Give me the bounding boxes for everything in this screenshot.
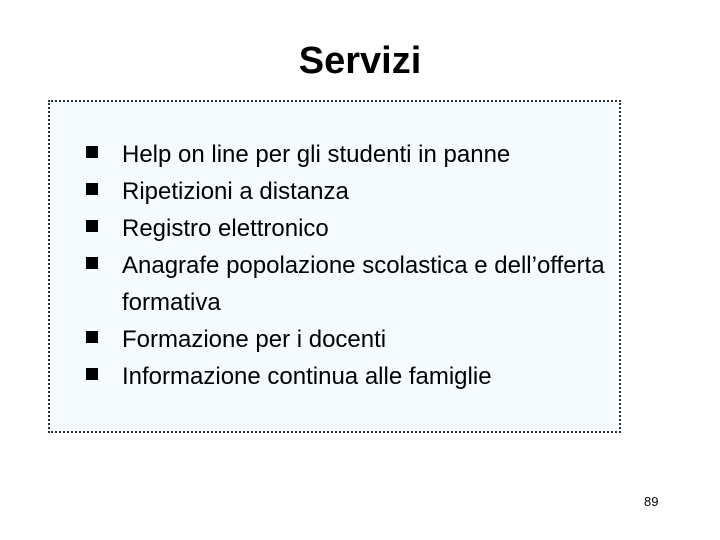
square-bullet-icon <box>86 183 98 195</box>
bullet-item <box>50 136 619 173</box>
bullet-text: Ripetizioni a distanza <box>122 178 349 205</box>
bullet-item <box>50 321 619 358</box>
bullet-text: Informazione continua alle famiglie <box>122 363 492 390</box>
bullet-item <box>50 247 619 321</box>
square-bullet-icon <box>86 331 98 343</box>
bullet-list <box>50 136 619 395</box>
bullet-item <box>50 358 619 395</box>
bullet-item <box>50 210 619 247</box>
square-bullet-icon <box>86 146 98 158</box>
bullet-text: Anagrafe popolazione scolastica e dell’offerta formativa <box>122 252 605 316</box>
bullet-text: Formazione per i docenti <box>122 326 387 353</box>
square-bullet-icon <box>86 368 98 380</box>
bullet-text: Help on line per gli studenti in panne <box>122 141 511 168</box>
content-box <box>48 100 621 433</box>
bullet-item <box>50 173 619 210</box>
square-bullet-icon <box>86 257 98 269</box>
page-number: 89 <box>644 494 659 509</box>
bullet-text: Registro elettronico <box>122 215 329 242</box>
slide-title: Servizi <box>298 40 422 82</box>
square-bullet-icon <box>86 220 98 232</box>
